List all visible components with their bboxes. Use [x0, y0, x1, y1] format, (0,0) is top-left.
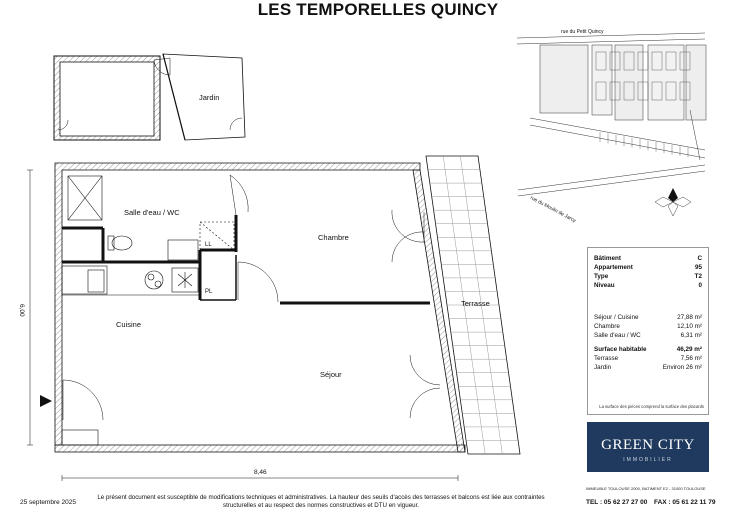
- logo-sub-text: IMMOBILIER: [623, 457, 673, 463]
- document-date: 25 septembre 2025: [20, 499, 77, 506]
- room-salle-eau: Salle d'eau / WC: [124, 208, 180, 217]
- info-surface-label: Surface habitable: [594, 346, 647, 353]
- marker-pl: PL: [205, 289, 213, 295]
- info-box: [587, 247, 709, 415]
- compass: [655, 188, 691, 216]
- info-salle-value: 6,31 m²: [680, 332, 702, 339]
- info-jardin-value: Environ 26 m²: [662, 364, 702, 371]
- room-terrasse: Terrasse: [461, 299, 490, 308]
- info-sejour-value: 27,88 m²: [677, 314, 702, 321]
- info-salle-label: Salle d'eau / WC: [594, 332, 641, 339]
- dimension-width: 8,46: [254, 469, 267, 476]
- info-note: La surface des pièces comprend la surface des placards: [599, 404, 704, 409]
- page-title: LES TEMPORELLES QUINCY: [257, 0, 499, 19]
- site-map-lines: [517, 33, 706, 196]
- phone-number: TEL : 05 62 27 27 00: [586, 499, 648, 506]
- logo-main-text: GREEN CITY: [601, 437, 695, 453]
- garden-label: Jardin: [199, 93, 220, 102]
- info-terrasse-label: Terrasse: [594, 355, 619, 362]
- info-type-label: Type: [594, 273, 609, 280]
- info-terrasse-value: 7,56 m²: [680, 355, 702, 362]
- info-surface-value: 46,29 m²: [676, 346, 702, 353]
- marker-ll: LL: [205, 242, 212, 248]
- info-chambre-label: Chambre: [594, 323, 620, 330]
- info-chambre-value: 12,10 m²: [677, 323, 702, 330]
- info-appartement-label: Appartement: [594, 264, 633, 271]
- info-batiment-value: C: [697, 255, 702, 262]
- dimension-depth: 6,00: [18, 304, 25, 317]
- room-sejour: Séjour: [320, 370, 342, 379]
- info-batiment-label: Bâtiment: [594, 255, 621, 262]
- street-top: rue du Petit Quincy: [561, 29, 604, 35]
- fax-number: FAX : 05 61 22 11 79: [654, 499, 716, 506]
- company-address: IMMEUBLE TOULOUSE 2000, BATIMENT E2 - 31000 TOULOUSE: [586, 486, 706, 491]
- room-cuisine: Cuisine: [116, 320, 142, 329]
- street-diagonal: rue du Moulin de Jarcy: [529, 195, 577, 225]
- info-niveau-label: Niveau: [594, 282, 615, 289]
- info-appartement-value: 95: [694, 264, 702, 271]
- disclaimer-text: Le présent document est susceptible de modifications techniques et administratives. La hauteur des seuils d'accès des terrasses et balcons est liée aux contraintes structurelles et au respect des normes constructives et DTU en vigueur.: [97, 494, 545, 509]
- info-niveau-value: 0: [698, 282, 702, 289]
- greencity-logo: [587, 422, 709, 472]
- info-type-value: T2: [694, 273, 702, 280]
- info-jardin-label: Jardin: [594, 364, 612, 371]
- room-chambre: Chambre: [318, 233, 349, 242]
- info-sejour-label: Séjour / Cuisine: [594, 314, 639, 321]
